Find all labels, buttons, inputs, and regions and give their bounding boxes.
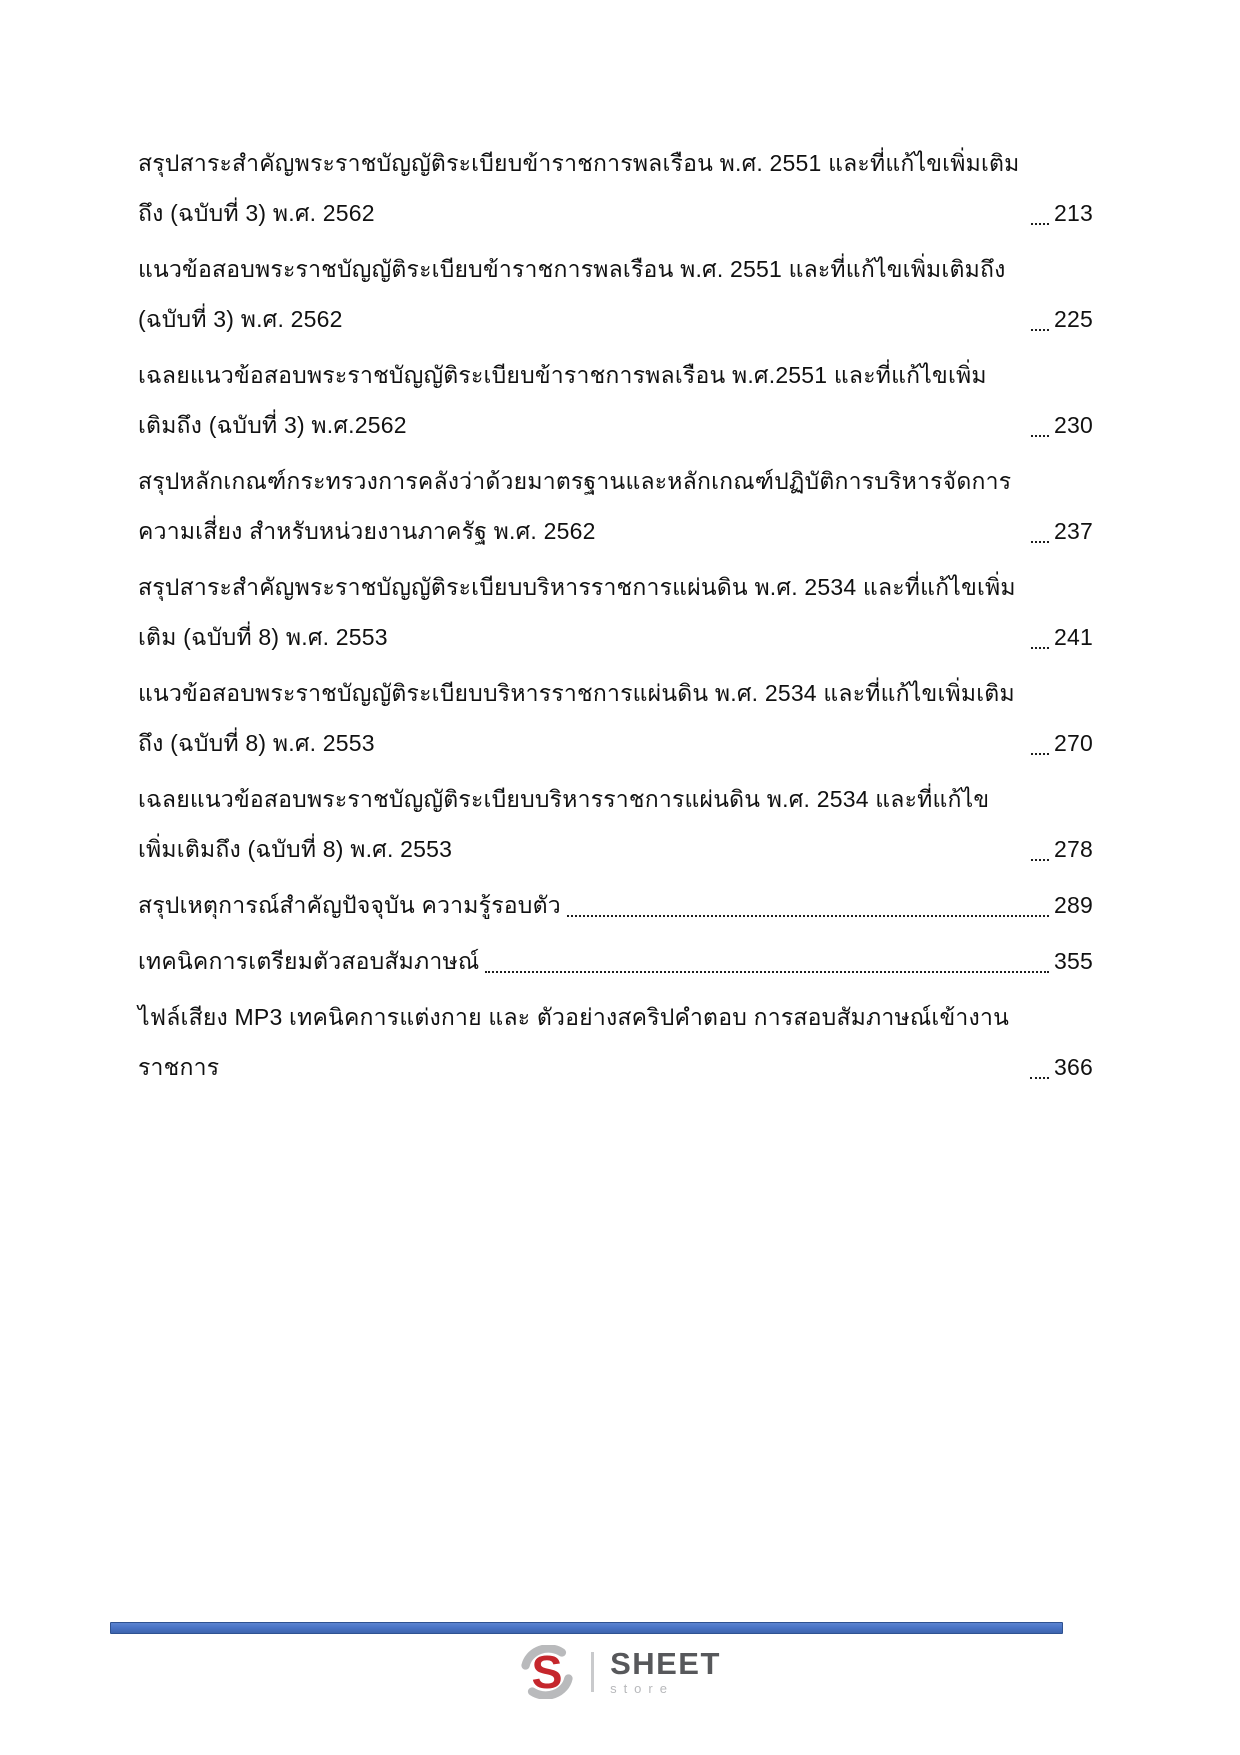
toc-entry: [138, 350, 1093, 450]
toc-entry-title: แนวข้อสอบพระราชบัญญัติระเบียบข้าราชการพลเรือน พ.ศ. 2551 และที่แก้ไขเพิ่มเติมถึง (ฉบับที่ 3) พ.ศ. 2562: [138, 256, 1006, 332]
toc-dot-leader: [567, 915, 1049, 917]
toc-page-number: 278: [1054, 836, 1093, 862]
toc-dot-leader: [1031, 435, 1049, 437]
toc-page-number: 270: [1054, 730, 1093, 756]
toc-entry: [138, 774, 1093, 874]
brand-subtitle: store: [610, 1680, 674, 1696]
sheet-store-logo-icon: [519, 1645, 575, 1699]
toc-page-number: 241: [1054, 624, 1093, 650]
toc-entry-title: สรุปหลักเกณฑ์กระทรวงการคลังว่าด้วยมาตรฐานและหลักเกณฑ์ปฏิบัติการบริหารจัดการความเสี่ยง สำหรับหน่วยงานภาครัฐ พ.ศ. 2562: [138, 468, 1012, 544]
toc-dot-leader: [1031, 859, 1049, 861]
toc-entry: [138, 880, 1093, 930]
toc-entry-title: สรุปสาระสำคัญพระราชบัญญัติระเบียบบริหารราชการแผ่นดิน พ.ศ. 2534 และที่แก้ไขเพิ่มเติม (ฉบับที่ 8) พ.ศ. 2553: [138, 574, 1016, 650]
footer-rule-bar: [110, 1622, 1063, 1634]
toc-entry: [138, 244, 1093, 344]
toc-entry-title: ไฟล์เสียง MP3 เทคนิคการแต่งกาย และ ตัวอย่างสคริปคำตอบ การสอบสัมภาษณ์เข้างานราชการ: [138, 1004, 1009, 1080]
toc-page-number: 225: [1054, 306, 1093, 332]
toc-page-number: 289: [1054, 892, 1093, 918]
toc-dot-leader: [1031, 329, 1049, 331]
toc-page-number: 366: [1054, 1054, 1093, 1080]
toc-entry: [138, 992, 1093, 1092]
svg-text:S: S: [531, 1645, 563, 1698]
toc-entry-title: เทคนิคการเตรียมตัวสอบสัมภาษณ์: [138, 948, 480, 974]
toc-dot-leader: [485, 971, 1049, 973]
toc-entry-title: เฉลยแนวข้อสอบพระราชบัญญัติระเบียบบริหารราชการแผ่นดิน พ.ศ. 2534 และที่แก้ไขเพิ่มเติมถึง (ฉบับที่ 8) พ.ศ. 2553: [138, 786, 990, 862]
toc-dot-leader: [1030, 1077, 1049, 1079]
toc-entry: [138, 138, 1093, 238]
toc-entry-title: เฉลยแนวข้อสอบพระราชบัญญัติระเบียบข้าราชการพลเรือน พ.ศ.2551 และที่แก้ไขเพิ่มเติมถึง (ฉบับที่ 3) พ.ศ.2562: [138, 362, 987, 438]
toc-dot-leader: [1031, 647, 1049, 649]
toc-entry: [138, 668, 1093, 768]
toc-dot-leader: [1031, 541, 1049, 543]
toc-dot-leader: [1031, 223, 1049, 225]
toc-page-number: 355: [1054, 948, 1093, 974]
toc-dot-leader: [1031, 753, 1049, 755]
brand-logo: [0, 1645, 1240, 1699]
toc-page-number: 213: [1054, 200, 1093, 226]
toc-entry-title: สรุปเหตุการณ์สำคัญปัจจุบัน ความรู้รอบตัว: [138, 892, 561, 918]
logo-divider: [591, 1652, 594, 1692]
toc-entry: [138, 562, 1093, 662]
toc-entry-title: แนวข้อสอบพระราชบัญญัติระเบียบบริหารราชการแผ่นดิน พ.ศ. 2534 และที่แก้ไขเพิ่มเติมถึง (ฉบับที่ 8) พ.ศ. 2553: [138, 680, 1015, 756]
brand-text: [610, 1645, 721, 1696]
toc-entry: [138, 456, 1093, 556]
toc-entry-title: สรุปสาระสำคัญพระราชบัญญัติระเบียบข้าราชการพลเรือน พ.ศ. 2551 และที่แก้ไขเพิ่มเติมถึง (ฉบับที่ 3) พ.ศ. 2562: [138, 150, 1020, 226]
brand-name: SHEET: [610, 1645, 721, 1681]
toc-page-number: 237: [1054, 518, 1093, 544]
table-of-contents: [138, 138, 1093, 1098]
toc-page-number: 230: [1054, 412, 1093, 438]
toc-entry: [138, 936, 1093, 986]
